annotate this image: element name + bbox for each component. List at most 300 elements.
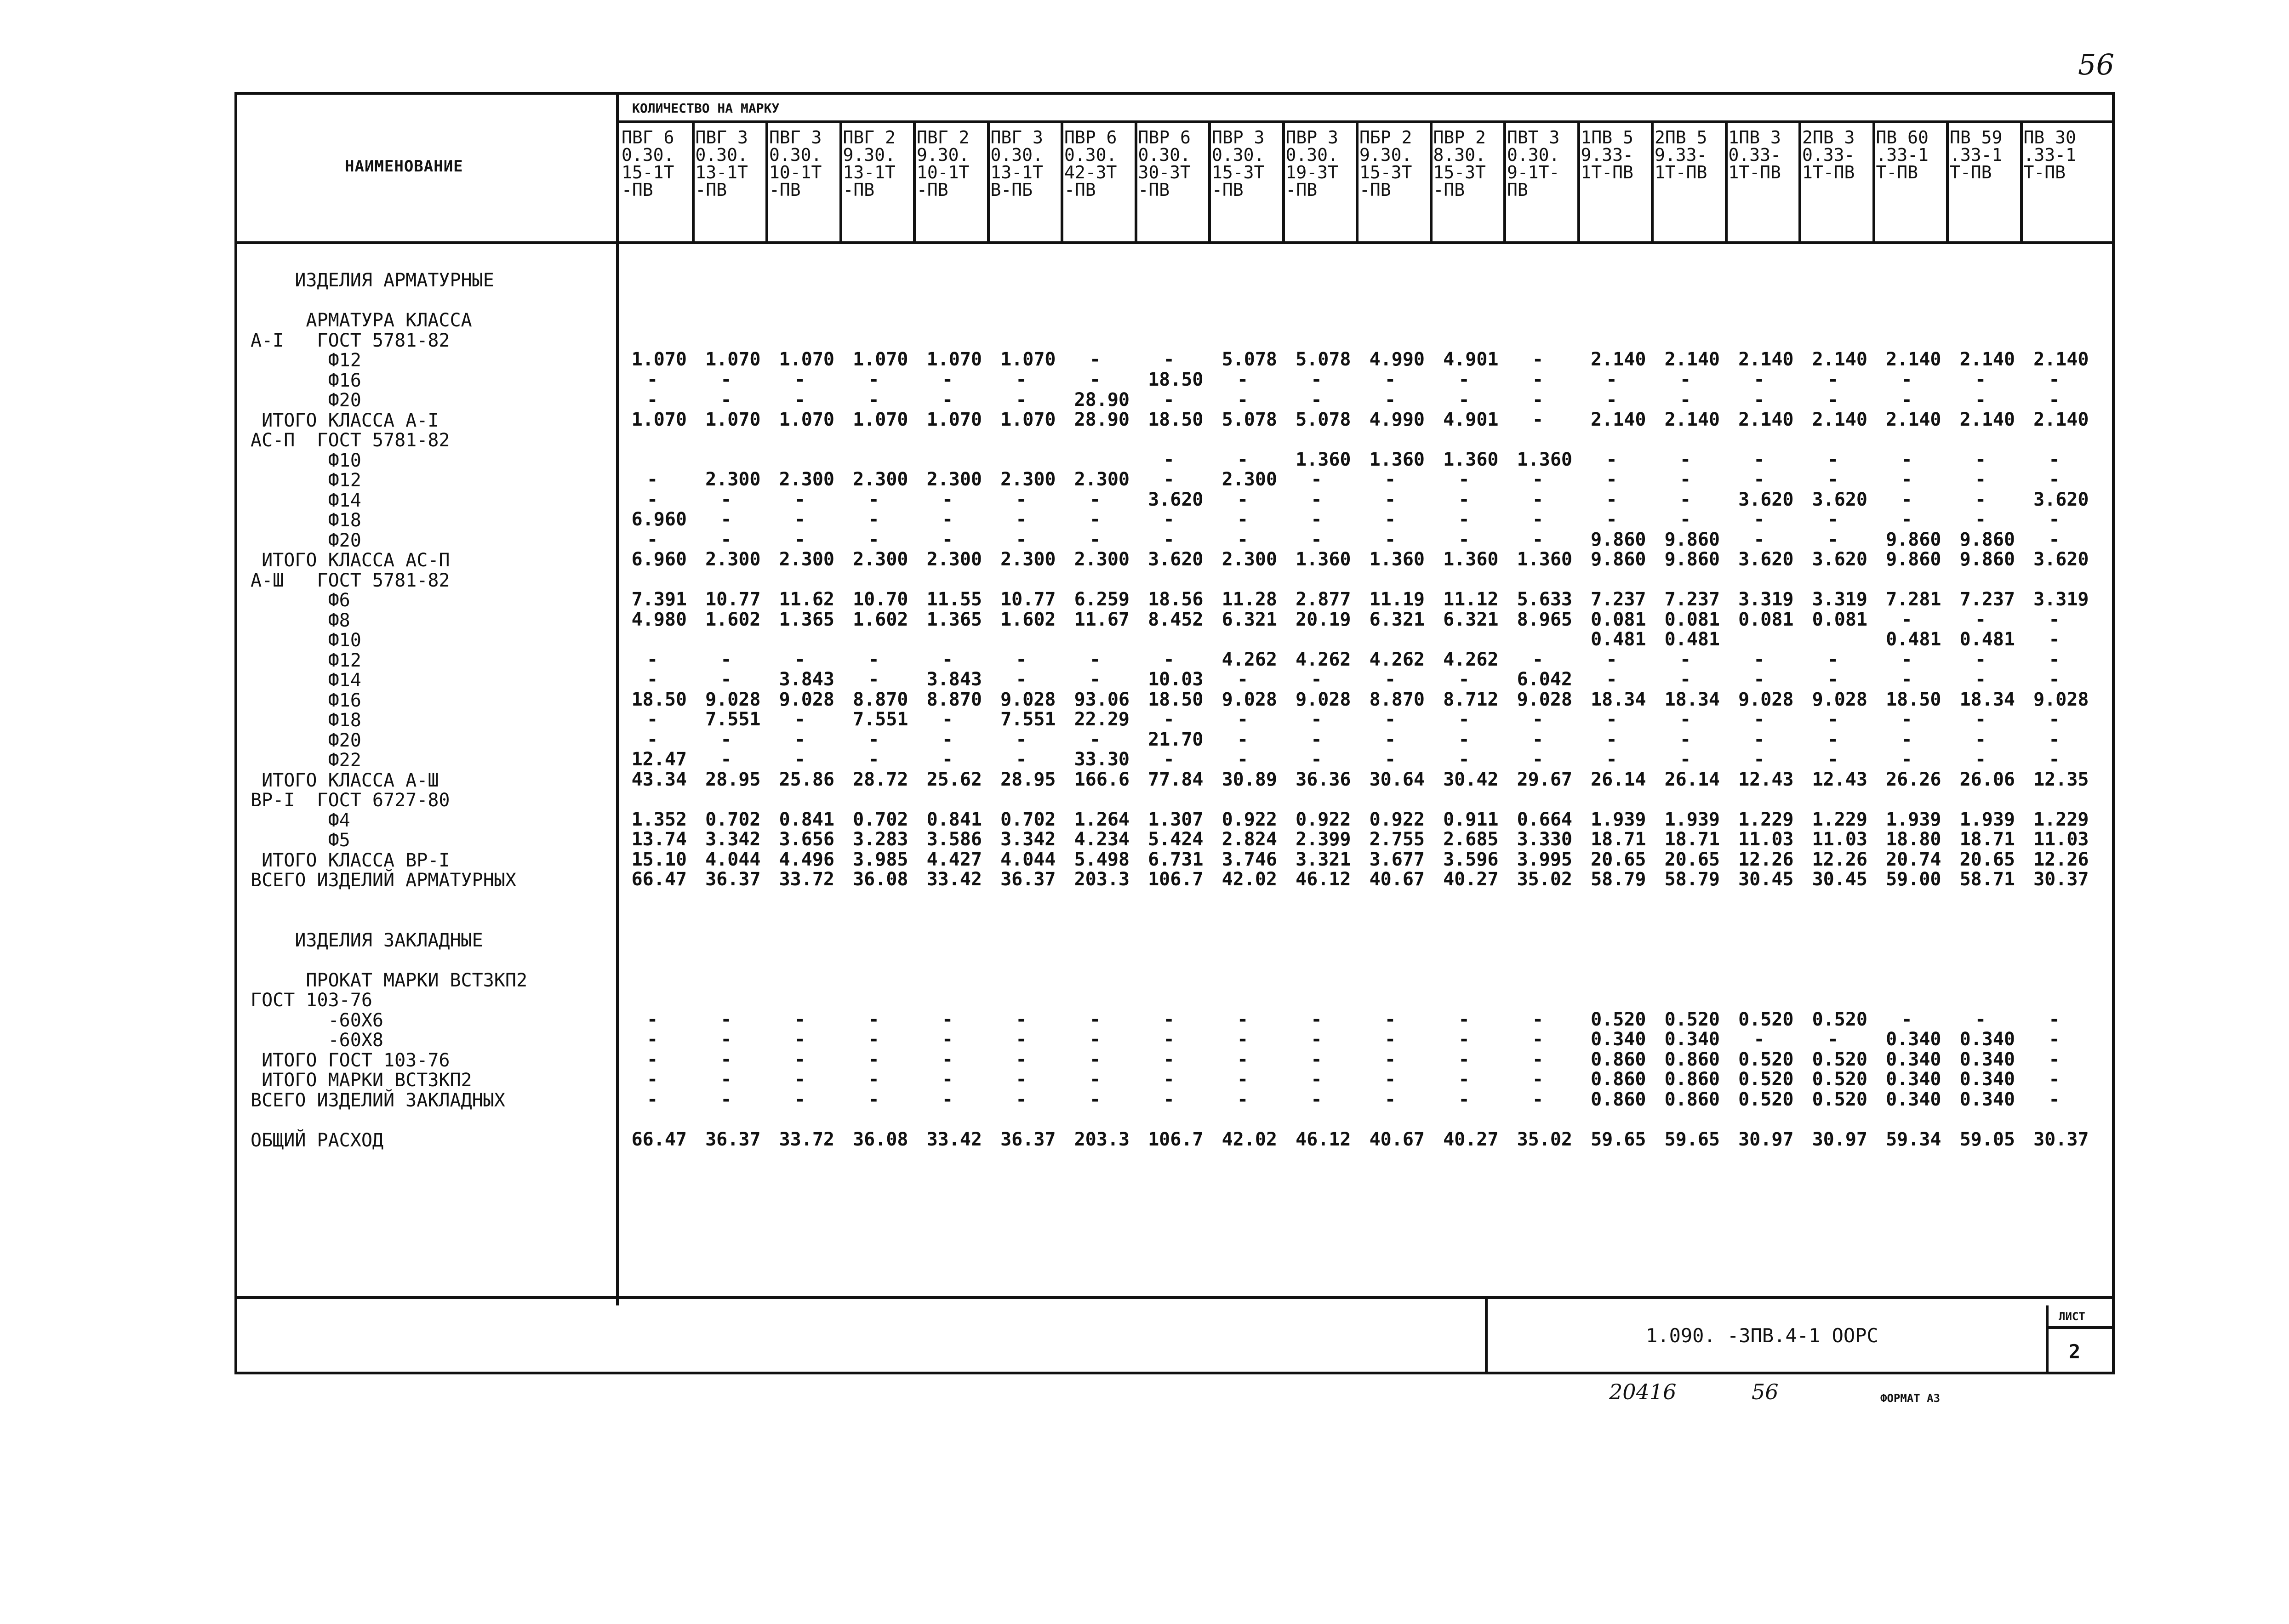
table-cell: 2.140 bbox=[1591, 409, 1646, 430]
row-name bbox=[251, 891, 527, 912]
table-cell: - bbox=[1237, 729, 1249, 750]
table-cell: - bbox=[1458, 369, 1470, 390]
table-cell: 9.860 bbox=[1591, 529, 1646, 550]
table-cell: 1.360 bbox=[1369, 449, 1425, 470]
table-cell: - bbox=[2049, 1069, 2060, 1090]
table-cell: - bbox=[1458, 469, 1470, 490]
table-cell: 4.990 bbox=[1369, 349, 1425, 370]
table-cell: 58.71 bbox=[1959, 869, 2015, 890]
table-cell: 3.620 bbox=[1148, 489, 1204, 510]
column-header: 2ПВ 5 9.33- 1Т-ПВ bbox=[1655, 127, 1707, 182]
table-cell: 11.12 bbox=[1443, 589, 1499, 610]
table-cell: - bbox=[1975, 389, 1986, 410]
table-cell: - bbox=[1237, 449, 1249, 470]
table-cell: - bbox=[1016, 1029, 1027, 1050]
table-cell: 4.262 bbox=[1296, 649, 1351, 670]
table-cell: 59.05 bbox=[1959, 1129, 2015, 1150]
table-cell: 3.843 bbox=[926, 669, 982, 690]
table-cell: 28.90 bbox=[1074, 389, 1130, 410]
table-cell: - bbox=[942, 729, 953, 750]
table-cell: 6.321 bbox=[1222, 609, 1277, 630]
table-cell: - bbox=[1163, 649, 1175, 670]
row-name: Ф18 bbox=[251, 510, 361, 531]
table-cell: - bbox=[1975, 729, 1986, 750]
table-cell: - bbox=[1975, 469, 1986, 490]
table-cell: 1.360 bbox=[1517, 449, 1572, 470]
row-name: Ф12 bbox=[251, 350, 361, 371]
table-cell: 0.520 bbox=[1812, 1069, 1867, 1090]
row-name bbox=[251, 1111, 527, 1131]
header-bottom-rule bbox=[234, 241, 2115, 244]
table-cell: - bbox=[1163, 1069, 1175, 1090]
table-cell: 1.070 bbox=[779, 349, 834, 370]
row-name: Ф20 bbox=[251, 729, 361, 751]
table-cell: 0.340 bbox=[1886, 1069, 1941, 1090]
table-cell: 0.520 bbox=[1812, 1089, 1867, 1110]
table-cell: - bbox=[2049, 609, 2060, 630]
table-cell: - bbox=[1827, 369, 1839, 390]
column-divider bbox=[1725, 120, 1728, 241]
table-cell: 1.229 bbox=[2033, 809, 2089, 830]
table-cell: 3.620 bbox=[1738, 549, 1794, 570]
table-cell: 2.140 bbox=[1664, 349, 1720, 370]
table-cell: 5.078 bbox=[1222, 409, 1277, 430]
table-cell: 7.551 bbox=[1000, 709, 1056, 730]
table-cell: - bbox=[1163, 469, 1175, 490]
table-cell: - bbox=[1016, 729, 1027, 750]
table-cell: - bbox=[646, 1089, 658, 1110]
table-cell: 1.070 bbox=[779, 409, 834, 430]
table-cell: 25.62 bbox=[926, 769, 982, 790]
table-cell: 28.95 bbox=[705, 769, 761, 790]
table-cell: - bbox=[1089, 369, 1101, 390]
column-header: ПВГ 2 9.30. 13-1Т -ПВ bbox=[843, 127, 896, 200]
table-cell: 9.028 bbox=[1000, 689, 1056, 710]
table-cell: 9.028 bbox=[1738, 689, 1794, 710]
table-cell: 4.234 bbox=[1074, 829, 1130, 850]
table-cell: 18.34 bbox=[1664, 689, 1720, 710]
row-name: ВСЕГО ИЗДЕЛИЙ АРМАТУРНЫХ bbox=[251, 870, 516, 891]
column-divider bbox=[2020, 120, 2023, 241]
table-cell: - bbox=[1753, 389, 1765, 410]
table-cell: 0.340 bbox=[1591, 1029, 1646, 1050]
table-cell: 0.340 bbox=[1959, 1029, 2015, 1050]
table-cell: - bbox=[646, 709, 658, 730]
table-cell: 30.37 bbox=[2033, 1129, 2089, 1150]
table-cell: - bbox=[942, 509, 953, 530]
column-divider bbox=[765, 120, 768, 241]
table-cell: - bbox=[1163, 1089, 1175, 1110]
table-cell: - bbox=[1458, 1029, 1470, 1050]
table-cell: 30.42 bbox=[1443, 769, 1499, 790]
table-cell: - bbox=[942, 649, 953, 670]
sheet-box-divider bbox=[2046, 1305, 2049, 1374]
table-cell: - bbox=[1384, 489, 1396, 510]
table-cell: 203.3 bbox=[1074, 1129, 1130, 1150]
table-cell: 3.319 bbox=[1812, 589, 1867, 610]
table-cell: - bbox=[1827, 649, 1839, 670]
table-cell: - bbox=[1606, 469, 1617, 490]
table-cell: - bbox=[1532, 389, 1544, 410]
column-header: ПВР 3 0.30. 15-3Т -ПВ bbox=[1212, 127, 1265, 200]
table-cell: 5.498 bbox=[1074, 849, 1130, 870]
table-cell: - bbox=[1384, 749, 1396, 770]
column-header: ПВ 30 .33-1 Т-ПВ bbox=[2023, 127, 2076, 182]
table-cell: - bbox=[720, 1049, 732, 1070]
table-cell: 9.860 bbox=[1664, 529, 1720, 550]
column-header: 1ПВ 5 9.33- 1Т-ПВ bbox=[1581, 127, 1633, 182]
table-cell: 40.27 bbox=[1443, 869, 1499, 890]
table-cell: 106.7 bbox=[1148, 869, 1204, 890]
table-cell: - bbox=[1016, 489, 1027, 510]
row-name: Ф5 bbox=[251, 830, 350, 851]
table-cell: 9.860 bbox=[1591, 549, 1646, 570]
table-cell: 25.86 bbox=[779, 769, 834, 790]
table-cell: 9.028 bbox=[1296, 689, 1351, 710]
stamp-divider bbox=[1485, 1296, 1488, 1374]
table-cell: 3.620 bbox=[2033, 489, 2089, 510]
row-name: Ф14 bbox=[251, 670, 361, 691]
table-cell: - bbox=[1901, 709, 1912, 730]
table-cell: - bbox=[720, 509, 732, 530]
table-cell: - bbox=[720, 729, 732, 750]
table-cell: 26.26 bbox=[1886, 769, 1941, 790]
table-cell: - bbox=[942, 369, 953, 390]
table-cell: - bbox=[646, 729, 658, 750]
table-cell: - bbox=[794, 729, 806, 750]
table-cell: 59.65 bbox=[1591, 1129, 1646, 1150]
table-cell: 4.901 bbox=[1443, 349, 1499, 370]
table-cell: 77.84 bbox=[1148, 769, 1204, 790]
table-cell: 9.860 bbox=[1959, 529, 2015, 550]
table-cell: 9.028 bbox=[2033, 689, 2089, 710]
table-cell: - bbox=[1384, 729, 1396, 750]
table-cell: 0.520 bbox=[1664, 1009, 1720, 1030]
table-cell: 0.520 bbox=[1812, 1049, 1867, 1070]
table-cell: 28.90 bbox=[1074, 409, 1130, 430]
table-cell: 46.12 bbox=[1296, 869, 1351, 890]
row-name: -60Х6 bbox=[251, 1009, 383, 1031]
table-cell: - bbox=[1827, 449, 1839, 470]
row-name: ИТОГО КЛАССА А-Ш bbox=[251, 769, 439, 791]
table-cell: 0.520 bbox=[1738, 1009, 1794, 1030]
table-cell: 1.070 bbox=[926, 409, 982, 430]
table-cell: 20.65 bbox=[1591, 849, 1646, 870]
table-cell: - bbox=[720, 489, 732, 510]
table-cell: 2.300 bbox=[1074, 549, 1130, 570]
table-cell: - bbox=[942, 489, 953, 510]
table-cell: - bbox=[1532, 409, 1544, 430]
table-cell: 7.281 bbox=[1886, 589, 1941, 610]
table-cell: - bbox=[1237, 1069, 1249, 1090]
table-cell: - bbox=[1458, 1009, 1470, 1030]
table-cell: 8.965 bbox=[1517, 609, 1572, 630]
table-cell: 2.399 bbox=[1296, 829, 1351, 850]
table-cell: - bbox=[1311, 369, 1322, 390]
column-divider bbox=[1356, 120, 1359, 241]
table-cell: 20.19 bbox=[1296, 609, 1351, 630]
table-cell: - bbox=[1901, 469, 1912, 490]
column-header: ПВР 2 8.30. 15-3Т -ПВ bbox=[1433, 127, 1486, 200]
table-cell: - bbox=[1311, 1009, 1322, 1030]
table-cell: 2.300 bbox=[779, 549, 834, 570]
table-cell: - bbox=[1679, 509, 1691, 530]
table-cell: - bbox=[794, 529, 806, 550]
table-cell: 1.070 bbox=[631, 409, 687, 430]
table-cell: - bbox=[868, 1089, 879, 1110]
table-cell: - bbox=[1311, 509, 1322, 530]
table-cell: 12.26 bbox=[1812, 849, 1867, 870]
table-cell: - bbox=[646, 1009, 658, 1030]
table-cell: 7.391 bbox=[631, 589, 687, 610]
table-cell: 2.140 bbox=[1591, 349, 1646, 370]
table-cell: 2.300 bbox=[1074, 469, 1130, 490]
table-cell: - bbox=[794, 1049, 806, 1070]
table-cell: - bbox=[1237, 709, 1249, 730]
table-cell: - bbox=[942, 1089, 953, 1110]
table-cell: 4.262 bbox=[1443, 649, 1499, 670]
table-cell: - bbox=[720, 749, 732, 770]
table-cell: 40.27 bbox=[1443, 1129, 1499, 1150]
table-cell: - bbox=[1901, 509, 1912, 530]
column-divider bbox=[1651, 120, 1654, 241]
row-name: ИТОГО КЛАССА АС-П bbox=[251, 550, 450, 571]
table-cell: 9.028 bbox=[1222, 689, 1277, 710]
table-cell: 18.56 bbox=[1148, 589, 1204, 610]
row-name: Ф20 bbox=[251, 530, 361, 551]
table-cell: - bbox=[1606, 709, 1617, 730]
row-name: ИЗДЕЛИЯ АРМАТУРНЫЕ bbox=[251, 270, 494, 291]
table-cell: 4.262 bbox=[1369, 649, 1425, 670]
table-cell: - bbox=[1606, 649, 1617, 670]
table-cell: - bbox=[1975, 509, 1986, 530]
table-cell: - bbox=[1016, 669, 1027, 690]
column-header: ПВГ 3 0.30. 10-1Т -ПВ bbox=[769, 127, 822, 200]
column-divider bbox=[1282, 120, 1285, 241]
table-cell: - bbox=[1606, 729, 1617, 750]
column-header: 1ПВ 3 0.33- 1Т-ПВ bbox=[1728, 127, 1781, 182]
table-cell: 6.960 bbox=[631, 549, 687, 570]
table-cell: 2.140 bbox=[2033, 349, 2089, 370]
table-cell: 2.300 bbox=[1222, 549, 1277, 570]
table-cell: 3.656 bbox=[779, 829, 834, 850]
table-cell: - bbox=[1384, 1029, 1396, 1050]
table-cell: - bbox=[1975, 669, 1986, 690]
row-name: ГОСТ 103-76 bbox=[251, 990, 372, 1011]
table-cell: 18.71 bbox=[1959, 829, 2015, 850]
table-cell: - bbox=[1016, 1069, 1027, 1090]
row-name: Ф10 bbox=[251, 450, 361, 471]
table-cell: 0.911 bbox=[1443, 809, 1499, 830]
table-cell: 3.620 bbox=[1148, 549, 1204, 570]
table-cell: - bbox=[1753, 529, 1765, 550]
table-cell: 11.03 bbox=[2033, 829, 2089, 850]
table-cell: - bbox=[1532, 529, 1544, 550]
table-cell: - bbox=[1901, 489, 1912, 510]
table-cell: 4.496 bbox=[779, 849, 834, 870]
table-cell: - bbox=[794, 649, 806, 670]
table-cell: - bbox=[1679, 469, 1691, 490]
table-cell: 1.365 bbox=[926, 609, 982, 630]
column-header: ПВ 60 .33-1 Т-ПВ bbox=[1876, 127, 1929, 182]
table-cell: - bbox=[1975, 369, 1986, 390]
table-cell: 3.746 bbox=[1222, 849, 1277, 870]
column-header: ПВГ 3 0.30. 13-1Т В-ПБ bbox=[990, 127, 1043, 200]
table-cell: - bbox=[794, 1089, 806, 1110]
table-cell: 36.37 bbox=[1000, 869, 1056, 890]
table-cell: 1.939 bbox=[1591, 809, 1646, 830]
table-cell: - bbox=[646, 649, 658, 670]
table-cell: 30.97 bbox=[1738, 1129, 1794, 1150]
table-cell: 0.520 bbox=[1738, 1089, 1794, 1110]
table-cell: 36.37 bbox=[705, 1129, 761, 1150]
table-cell: 2.300 bbox=[926, 549, 982, 570]
table-cell: - bbox=[1089, 1009, 1101, 1030]
table-cell: - bbox=[1384, 1089, 1396, 1110]
table-cell: - bbox=[1016, 1049, 1027, 1070]
column-divider bbox=[987, 120, 990, 241]
table-cell: 30.97 bbox=[1812, 1129, 1867, 1150]
table-cell: 0.340 bbox=[1886, 1029, 1941, 1050]
table-cell: 33.72 bbox=[779, 1129, 834, 1150]
table-cell: 18.50 bbox=[1886, 689, 1941, 710]
table-cell: - bbox=[1827, 669, 1839, 690]
column-divider bbox=[1208, 120, 1211, 241]
table-cell: - bbox=[1311, 709, 1322, 730]
table-cell: - bbox=[1532, 749, 1544, 770]
table-cell: 0.520 bbox=[1812, 1009, 1867, 1030]
table-cell: 3.620 bbox=[1738, 489, 1794, 510]
table-cell: - bbox=[1311, 729, 1322, 750]
table-cell: 0.340 bbox=[1959, 1089, 2015, 1110]
table-cell: - bbox=[1532, 349, 1544, 370]
table-cell: 3.596 bbox=[1443, 849, 1499, 870]
table-cell: - bbox=[720, 1029, 732, 1050]
table-cell: - bbox=[2049, 669, 2060, 690]
table-cell: 5.078 bbox=[1222, 349, 1277, 370]
table-cell: - bbox=[1311, 389, 1322, 410]
table-cell: 4.901 bbox=[1443, 409, 1499, 430]
table-cell: 0.340 bbox=[1886, 1049, 1941, 1070]
table-cell: - bbox=[1016, 369, 1027, 390]
table-cell: 6.731 bbox=[1148, 849, 1204, 870]
table-cell: - bbox=[2049, 729, 2060, 750]
table-cell: 0.340 bbox=[1959, 1049, 2015, 1070]
column-header: ПВР 6 0.30. 30-3Т -ПВ bbox=[1138, 127, 1191, 200]
table-cell: - bbox=[1901, 749, 1912, 770]
table-cell: - bbox=[1753, 469, 1765, 490]
table-cell: 30.45 bbox=[1812, 869, 1867, 890]
table-cell: 2.300 bbox=[853, 549, 908, 570]
table-cell: 3.586 bbox=[926, 829, 982, 850]
row-name: -60Х8 bbox=[251, 1030, 383, 1051]
table-cell: 36.37 bbox=[705, 869, 761, 890]
table-cell: 2.300 bbox=[1000, 549, 1056, 570]
table-cell: - bbox=[1384, 669, 1396, 690]
table-cell: - bbox=[1606, 449, 1617, 470]
row-name: ИЗДЕЛИЯ ЗАКЛАДНЫЕ bbox=[251, 929, 483, 951]
table-cell: 18.71 bbox=[1591, 829, 1646, 850]
row-name: А-Ш ГОСТ 5781-82 bbox=[251, 570, 450, 591]
table-cell: - bbox=[1458, 1049, 1470, 1070]
table-cell: - bbox=[1753, 509, 1765, 530]
table-cell: - bbox=[1532, 1089, 1544, 1110]
table-cell: 66.47 bbox=[631, 869, 687, 890]
table-cell: - bbox=[1458, 489, 1470, 510]
table-cell: - bbox=[1679, 729, 1691, 750]
table-cell: 33.42 bbox=[926, 869, 982, 890]
table-cell: - bbox=[1311, 469, 1322, 490]
table-cell: - bbox=[1237, 669, 1249, 690]
table-cell: 30.89 bbox=[1222, 769, 1277, 790]
sheet-number: 2 bbox=[2069, 1340, 2081, 1363]
table-cell: 1.070 bbox=[705, 409, 761, 430]
table-cell: - bbox=[1163, 1009, 1175, 1030]
table-cell: - bbox=[794, 369, 806, 390]
table-cell: - bbox=[646, 669, 658, 690]
table-cell: 58.79 bbox=[1664, 869, 1720, 890]
table-cell: - bbox=[868, 529, 879, 550]
name-column-header: НАИМЕНОВАНИЕ bbox=[345, 157, 463, 176]
table-cell: - bbox=[942, 1049, 953, 1070]
table-cell: 35.02 bbox=[1517, 1129, 1572, 1150]
table-cell: 0.520 bbox=[1591, 1009, 1646, 1030]
table-cell: - bbox=[2049, 1089, 2060, 1110]
table-cell: 4.427 bbox=[926, 849, 982, 870]
table-cell: 11.19 bbox=[1369, 589, 1425, 610]
table-cell: 30.64 bbox=[1369, 769, 1425, 790]
table-cell: - bbox=[1901, 1009, 1912, 1030]
table-cell: - bbox=[720, 389, 732, 410]
table-cell: 30.45 bbox=[1738, 869, 1794, 890]
table-cell: 3.330 bbox=[1517, 829, 1572, 850]
table-cell: - bbox=[868, 729, 879, 750]
column-header: ПВТ 3 0.30. 9-1Т- ПВ bbox=[1507, 127, 1560, 200]
table-cell: 1.070 bbox=[705, 349, 761, 370]
row-name: Ф18 bbox=[251, 710, 361, 731]
table-cell: 0.922 bbox=[1369, 809, 1425, 830]
table-cell: 35.02 bbox=[1517, 869, 1572, 890]
table-cell: - bbox=[1975, 489, 1986, 510]
table-cell: 0.481 bbox=[1591, 629, 1646, 650]
table-cell: 2.140 bbox=[1738, 349, 1794, 370]
table-cell: 1.070 bbox=[853, 409, 908, 430]
table-cell: 3.283 bbox=[853, 829, 908, 850]
table-cell: - bbox=[1311, 1049, 1322, 1070]
table-cell: 29.67 bbox=[1517, 769, 1572, 790]
table-cell: 0.702 bbox=[1000, 809, 1056, 830]
table-cell: - bbox=[1311, 1089, 1322, 1110]
table-cell: 0.664 bbox=[1517, 809, 1572, 830]
table-cell: - bbox=[1237, 749, 1249, 770]
sheet-label: ЛИСТ bbox=[2059, 1310, 2085, 1323]
table-cell: 1.939 bbox=[1959, 809, 2015, 830]
table-cell: 3.995 bbox=[1517, 849, 1572, 870]
table-cell: 0.702 bbox=[853, 809, 908, 830]
table-cell: 1.602 bbox=[1000, 609, 1056, 630]
table-cell: 12.26 bbox=[1738, 849, 1794, 870]
table-cell: 36.36 bbox=[1296, 769, 1351, 790]
table-cell: - bbox=[1827, 709, 1839, 730]
table-cell: - bbox=[1311, 749, 1322, 770]
table-cell: - bbox=[1311, 1029, 1322, 1050]
row-name bbox=[251, 951, 527, 971]
table-cell: 5.424 bbox=[1148, 829, 1204, 850]
table-cell: - bbox=[942, 389, 953, 410]
table-cell: 9.028 bbox=[1812, 689, 1867, 710]
table-cell: 2.140 bbox=[1812, 409, 1867, 430]
table-cell: - bbox=[1458, 1089, 1470, 1110]
